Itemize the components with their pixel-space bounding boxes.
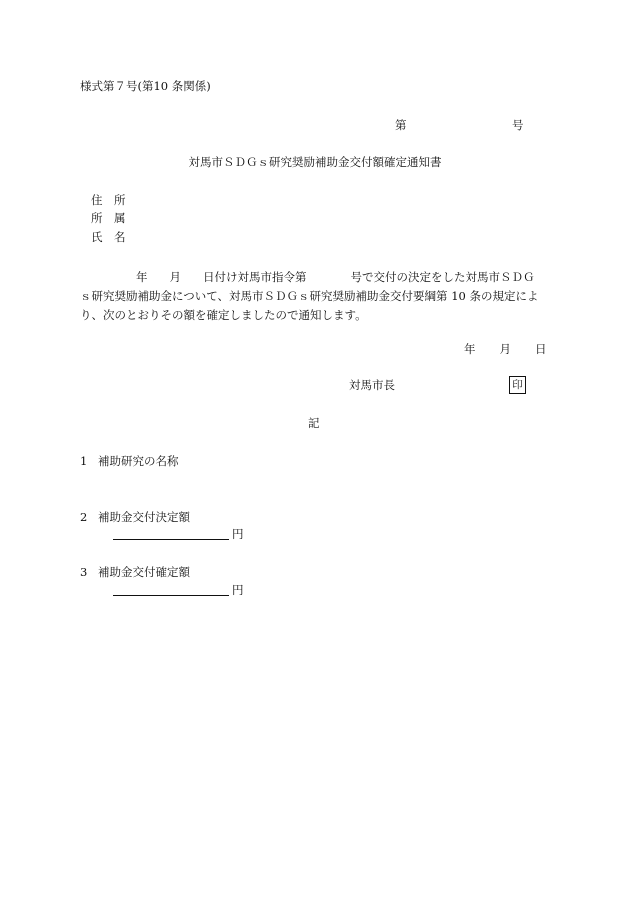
body-line-3: り、次のとおりその額を確定しましたので通知します。 [80,308,367,322]
body-year: 年 [136,270,148,284]
body-line-1 [80,268,550,287]
recipient-address-char-2: 所 [114,193,126,207]
body-decision: 号で交付の決定をした対馬市ＳＤＧ [350,270,535,284]
issue-date [464,344,547,356]
confirmed-amount-blank [113,595,229,596]
item-number: 3 [80,565,88,579]
body-text [80,268,550,325]
recipient-affiliation-char-1: 所 [91,211,103,225]
document-title: 対馬市ＳＤＧｓ研究奨励補助金交付額確定通知書 [188,155,442,169]
item-label: 補助金交付決定額 [98,510,190,524]
body-month: 月 [169,270,181,284]
recipient-address-label [91,195,126,207]
recipient-address-char-1: 住 [91,193,103,207]
item-decision-amount [80,512,190,524]
note-heading: 記 [308,416,320,430]
issue-date-month: 月 [499,342,511,356]
seal-mark: 印 [509,376,526,394]
decision-amount-blank [113,539,229,540]
form-number: 様式第７号(第10 条関係) [80,79,211,93]
decision-amount-unit: 円 [232,527,244,541]
recipient-affiliation-char-2: 属 [114,211,126,225]
issue-date-year: 年 [464,342,476,356]
item-research-name [80,456,179,468]
body-line-2: ｓ研究奨励補助金について、対馬市ＳＤＧｓ研究奨励補助金交付要綱第 10 条の規定によ [80,289,539,303]
recipient-affiliation-label [91,213,126,225]
recipient-name-char-2: 名 [114,230,126,244]
recipient-name-label [91,232,126,244]
confirmed-amount-unit: 円 [232,583,244,597]
issuer-title: 対馬市長 [349,378,395,392]
item-confirmed-amount [80,567,190,579]
document-number-prefix: 第 [395,118,407,132]
item-number: 1 [80,454,88,468]
issue-date-day: 日 [535,342,547,356]
body-directive: 日付け対馬市指令第 [203,270,307,284]
item-number: 2 [80,510,88,524]
item-label: 補助研究の名称 [98,454,179,468]
item-label: 補助金交付確定額 [98,565,190,579]
recipient-name-char-1: 氏 [91,230,103,244]
document-number-suffix: 号 [512,118,524,132]
